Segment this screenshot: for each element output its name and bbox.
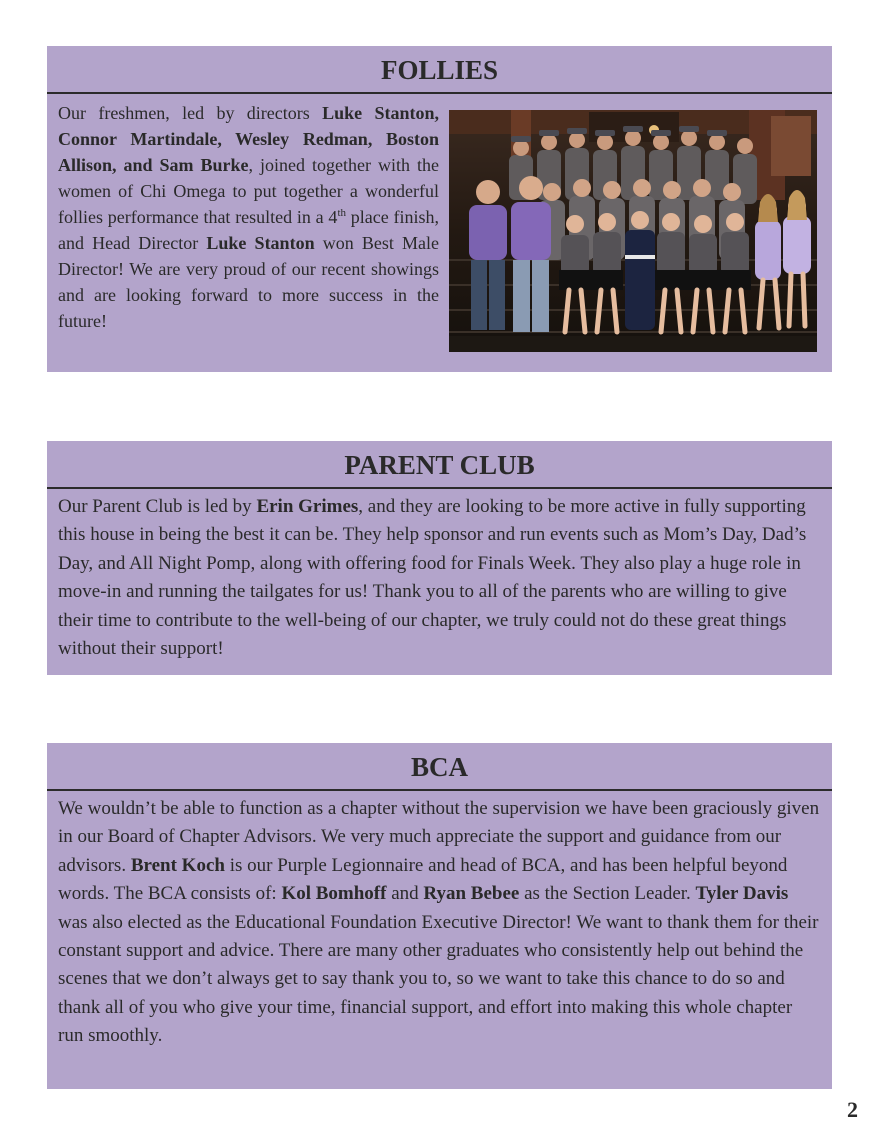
head-director-name: Luke Stanton xyxy=(206,233,315,253)
parent-club-leader-name: Erin Grimes xyxy=(256,496,359,517)
group-photo-illustration xyxy=(449,110,817,352)
superscript-th: th xyxy=(337,207,346,219)
text-run: Our Parent Club is led by xyxy=(58,496,257,517)
text-run: was also elected as the Educational Foundation Executive Director! We want to thank them for their constant support and advice. There are many other graduates who consistently help out behind the scenes that we don’t always get to say thank you to, so we want to take this chance to do so and thank all of you who give your time, financial support, and effort into making this whole chapter run smoothly. xyxy=(58,911,819,1047)
text-run: as the Section Leader. xyxy=(519,883,696,905)
parent-club-section xyxy=(47,441,832,675)
page-number: 2 xyxy=(847,1097,858,1122)
text-run: is our Purple Legionnaire and head of BCA, and has been helpful beyond words. The BCA consists of: xyxy=(58,854,788,905)
follies-title: FOLLIES xyxy=(47,46,832,94)
bca-member-name: Kol Bomhoff xyxy=(281,883,387,905)
bca-head-name: Brent Koch xyxy=(130,854,225,876)
bca-text xyxy=(47,791,832,1051)
follies-text xyxy=(58,100,439,334)
follies-group-photo xyxy=(449,110,817,352)
text-run: and xyxy=(386,883,424,905)
text-run: , and they are looking to be more active in fully supporting this house in being the best it can be. They help sponsor and run events such as Mom’s Day, Dad’s Day, and All Night Pomp, along with offering food for Finals Week. They also play a huge role in move-in and running the tailgates for us! Thank you to all of the parents who are willing to give their time to contribute to the well-being of our chapter, we truly could not do these great things without their support! xyxy=(58,496,807,660)
follies-section xyxy=(47,46,832,372)
text-run: place finish, and Head Director xyxy=(58,207,439,253)
text-run: , joined together with the women of Chi Omega to put together a wonderful follies performance that resulted in a 4 xyxy=(58,155,439,227)
parent-club-title: PARENT CLUB xyxy=(47,441,832,489)
section-leader-name: Ryan Bebee xyxy=(423,883,520,905)
parent-club-text xyxy=(47,489,832,663)
text-run: won Best Male Director! We are very proud of our recent showings and are looking forward to more success in the future! xyxy=(58,233,440,331)
directors-names: Luke Stanton, Connor Martindale, Wesley Redman, Boston Allison, and Sam Burke xyxy=(58,103,439,175)
bca-title: BCA xyxy=(47,743,832,791)
foundation-director-name: Tyler Davis xyxy=(695,883,789,905)
text-run: We wouldn’t be able to function as a chapter without the supervision we have been graciously given in our Board of Chapter Advisors. We very much appreciate the support and guidance from our advisors. xyxy=(58,798,820,876)
bca-section xyxy=(47,743,832,1089)
text-run: Our freshmen, led by directors xyxy=(58,103,323,123)
